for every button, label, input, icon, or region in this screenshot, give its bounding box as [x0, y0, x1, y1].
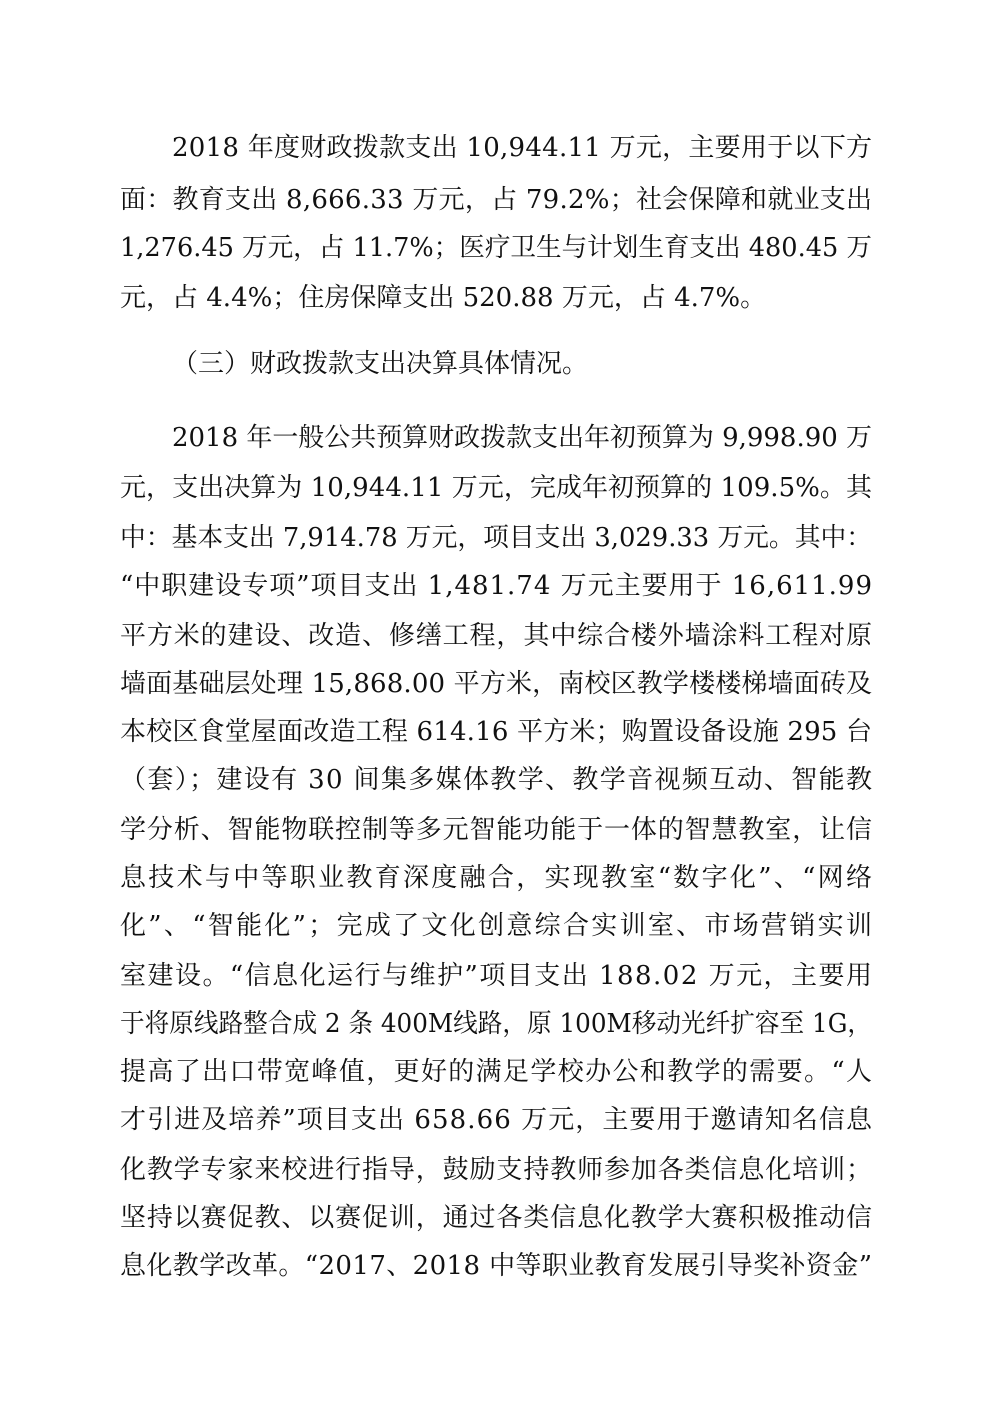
paragraph-2-line	[0, 858, 993, 898]
paragraph-1-line-3-text: 1,276.45 万元，占 11.7%；医疗卫生与计划生育支出 480.45 万	[120, 233, 872, 263]
paragraph-1-line-1-text: 2018 年度财政拨款支出 10,944.11 万元，主要用于以下方	[172, 133, 873, 163]
paragraph-2-line	[0, 518, 993, 558]
paragraph-2-line-3-text: 中：基本支出 7,914.78 万元，项目支出 3,029.33 万元。其中：	[120, 523, 873, 553]
paragraph-2-line-2-text: 元，支出决算为 10,944.11 万元，完成年初预算的 109.5%。其	[120, 473, 873, 503]
section-heading	[0, 344, 993, 384]
paragraph-2-line	[0, 956, 993, 996]
paragraph-2-line-1-text: 2018 年一般公共预算财政拨款支出年初预算为 9,998.90 万	[172, 423, 872, 453]
paragraph-2-line-18-text: 息化教学改革。“2017、2018 中等职业教育发展引导奖补资金”	[120, 1251, 873, 1281]
paragraph-2-line	[0, 566, 993, 606]
paragraph-2-line-12-text: 室建设。“信息化运行与维护”项目支出 188.02 万元，主要用	[120, 961, 874, 991]
paragraph-2-line	[0, 1100, 993, 1140]
paragraph-2-line-14-text: 提高了出口带宽峰值，更好的满足学校办公和教学的需要。“人	[120, 1057, 874, 1087]
paragraph-2-line-8-text: （套）；建设有 30 间集多媒体教学、教学音视频互动、智能教	[120, 765, 874, 795]
paragraph-2-line	[0, 1052, 993, 1092]
paragraph-1-line	[0, 228, 993, 268]
paragraph-2-line	[0, 664, 993, 704]
paragraph-1-line	[0, 278, 993, 318]
paragraph-1-line	[0, 128, 993, 168]
paragraph-2-line-13-text: 于将原线路整合成 2 条 400M线路，原 100M移动光纤扩容至 1G，	[120, 1009, 873, 1039]
paragraph-2-line-5-text: 平方米的建设、改造、修缮工程，其中综合楼外墙涂料工程对原	[120, 621, 873, 651]
paragraph-1-line	[0, 180, 993, 220]
paragraph-2-line-7-text: 本校区食堂屋面改造工程 614.16 平方米；购置设备设施 295 台	[120, 717, 873, 747]
paragraph-2-line-16-text: 化教学专家来校进行指导，鼓励支持教师参加各类信息化培训；	[120, 1155, 873, 1185]
paragraph-2-line-11-text: 化”、“智能化”；完成了文化创意综合实训室、市场营销实训	[120, 911, 875, 941]
paragraph-2-line	[0, 1198, 993, 1238]
paragraph-2-line	[0, 810, 993, 850]
paragraph-2-line-17-text: 坚持以赛促教、以赛促训，通过各类信息化教学大赛积极推动信	[120, 1203, 873, 1233]
paragraph-2-line	[0, 468, 993, 508]
paragraph-1-line-4-text: 元，占 4.4%；住房保障支出 520.88 万元，占 4.7%。	[120, 283, 767, 313]
paragraph-2-line	[0, 906, 993, 946]
paragraph-2-line	[0, 418, 993, 458]
section-heading-text: （三）财政拨款支出决算具体情况。	[172, 349, 589, 379]
paragraph-2-line	[0, 616, 993, 656]
paragraph-2-line-15-text: 才引进及培养”项目支出 658.66 万元，主要用于邀请知名信息	[120, 1105, 874, 1135]
paragraph-2-line	[0, 1004, 993, 1044]
paragraph-2-line	[0, 1150, 993, 1190]
paragraph-2-line-6-text: 墙面基础层处理 15,868.00 平方米，南校区教学楼楼梯墙面砖及	[120, 669, 873, 699]
paragraph-2-line-10-text: 息技术与中等职业教育深度融合，实现教室“数字化”、“网络	[120, 863, 875, 893]
paragraph-2-line-9-text: 学分析、智能物联控制等多元智能功能于一体的智慧教室，让信	[120, 815, 873, 845]
paragraph-2-line	[0, 760, 993, 800]
paragraph-2-line-4-text: “中职建设专项”项目支出 1,481.74 万元主要用于 16,611.99	[120, 571, 873, 601]
paragraph-2-line	[0, 712, 993, 752]
paragraph-2-line	[0, 1246, 993, 1286]
paragraph-1-line-2-text: 面：教育支出 8,666.33 万元，占 79.2%；社会保障和就业支出	[120, 185, 873, 215]
